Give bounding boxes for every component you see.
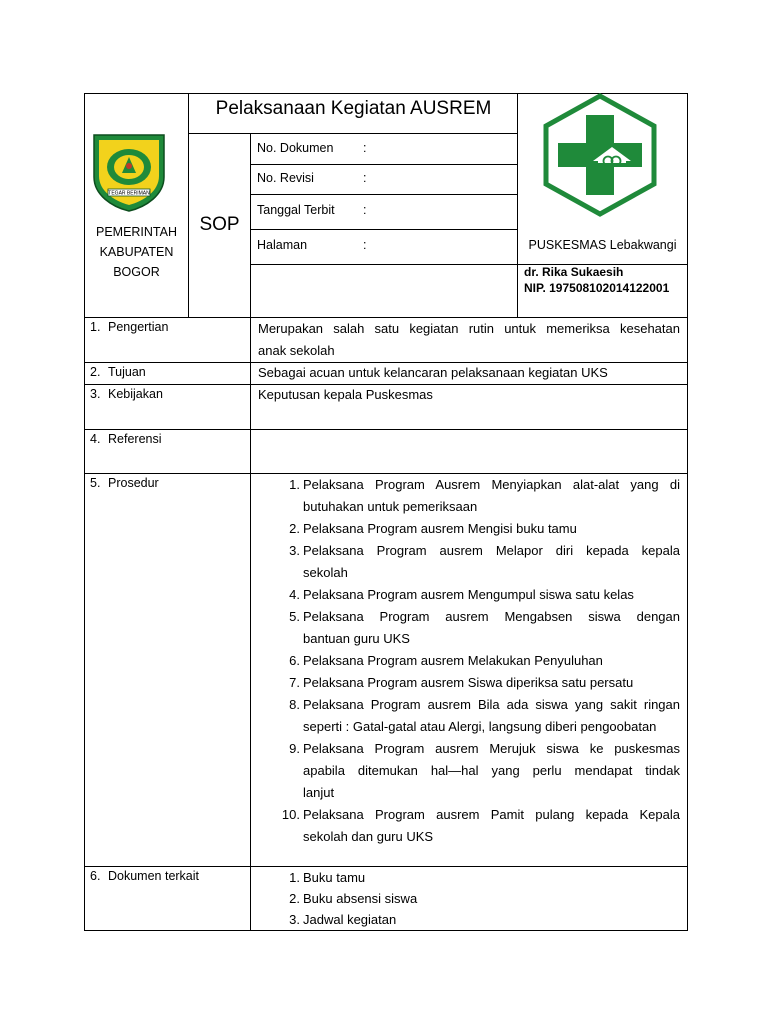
list-number: 8. <box>289 697 300 712</box>
list-number: 2. <box>289 521 300 536</box>
section-number: 3. <box>90 387 101 401</box>
list-text: Buku absensi siswa <box>303 891 418 906</box>
list-line: bantuan guru UKS <box>303 631 410 646</box>
list-item <box>258 672 680 694</box>
divider <box>250 229 518 230</box>
puskesmas-logo <box>541 93 659 217</box>
section-label: Kebijakan <box>108 387 163 401</box>
kabupaten-bogor-logo <box>90 133 168 213</box>
list-item <box>258 606 680 650</box>
divider <box>84 429 688 430</box>
doc-field-colon: : <box>363 171 367 185</box>
list-number: 6. <box>289 653 300 668</box>
list-line: Pelaksana Program ausrem Mengumpul siswa satu kelas <box>303 587 634 602</box>
section-label: Pengertian <box>108 320 169 334</box>
government-line: BOGOR <box>113 265 160 279</box>
doc-field-colon: : <box>363 203 367 217</box>
government-line: PEMERINTAH <box>95 225 178 239</box>
section-label-pengertian <box>90 320 168 334</box>
list-line: Pelaksana Program ausrem Melapor diri kepada kepala <box>303 543 680 558</box>
section-label-referensi <box>90 432 162 446</box>
list-item <box>258 650 680 672</box>
list-text: Jadwal kegiatan <box>303 912 397 927</box>
list-item <box>258 909 680 930</box>
list-number: 2. <box>289 891 300 906</box>
list-line: Pelaksana Program Ausrem Menyiapkan alat-alat yang di <box>303 477 680 492</box>
puskesmas-name: PUSKESMAS Lebakwangi <box>528 238 677 252</box>
list-item <box>258 694 680 738</box>
list-item <box>258 804 680 848</box>
list-number: 3. <box>289 543 300 558</box>
list-number: 9. <box>289 741 300 756</box>
section-number: 1. <box>90 320 101 334</box>
list-number: 1. <box>289 477 300 492</box>
list-item <box>258 474 680 518</box>
divider <box>250 164 518 165</box>
doc-field-colon: : <box>363 141 367 155</box>
signer-nip: NIP. 197508102014122001 <box>524 281 670 295</box>
doc-field-label: Tanggal Terbit <box>257 203 335 217</box>
section-number: 2. <box>90 365 101 379</box>
list-line: lanjut <box>303 785 335 800</box>
section-label: Dokumen terkait <box>108 869 200 883</box>
section-label: Referensi <box>108 432 162 446</box>
divider <box>250 194 518 195</box>
pengertian-content <box>258 318 680 362</box>
section-label-tujuan <box>90 365 146 379</box>
signer-name: dr. Rika Sukaesih <box>524 265 624 279</box>
government-line: KABUPATEN <box>99 245 174 259</box>
dokumen-list <box>258 867 680 930</box>
section-label-kebijakan <box>90 387 163 401</box>
kebijakan-content: Keputusan kepala Puskesmas <box>258 387 433 402</box>
list-number: 3. <box>289 912 300 927</box>
list-line: seperti : Gatal-gatal atau Alergi, langsung diberi pengoobatan <box>303 719 657 734</box>
list-line: Pelaksana Program ausrem Pamit pulang kepada Kepala <box>303 807 680 822</box>
content-line: anak sekolah <box>258 343 335 358</box>
list-line: sekolah <box>303 565 348 580</box>
list-number: 1. <box>289 870 300 885</box>
list-line: Pelaksana Program ausrem Siswa diperiksa satu persatu <box>303 675 634 690</box>
list-line: Pelaksana Program ausrem Mengisi buku tamu <box>303 521 577 536</box>
doc-field-label: No. Dokumen <box>257 141 334 155</box>
list-line: butuhakan untuk pemeriksaan <box>303 499 478 514</box>
list-number: 4. <box>289 587 300 602</box>
government-name <box>85 222 188 282</box>
section-number: 5. <box>90 476 101 490</box>
list-line: apabila ditemukan hal—hal yang perlu mendapat tindak <box>303 763 680 778</box>
sop-label: SOP <box>199 214 240 235</box>
list-number: 7. <box>289 675 300 690</box>
content-line: Merupakan salah satu kegiatan rutin untuk memeriksa kesehatan <box>258 321 680 336</box>
list-item <box>258 867 680 888</box>
document-title: Pelaksanaan Kegiatan AUSREM <box>215 98 492 119</box>
list-line: Pelaksana Program ausrem Merujuk siswa ke puskesmas <box>303 741 680 756</box>
list-item <box>258 518 680 540</box>
section-label-prosedur <box>90 476 159 490</box>
section-label-dokumen-terkait <box>90 869 199 883</box>
divider <box>517 93 518 318</box>
section-number: 6. <box>90 869 101 883</box>
section-number: 4. <box>90 432 101 446</box>
list-number: 5. <box>289 609 300 624</box>
list-text: Buku tamu <box>303 870 366 885</box>
list-number: 10. <box>281 807 300 822</box>
logo-caption: TEGAR BERIMAN <box>108 190 150 197</box>
divider <box>188 133 518 134</box>
section-label: Tujuan <box>108 365 146 379</box>
section-label: Prosedur <box>108 476 159 490</box>
list-item <box>258 738 680 804</box>
prosedur-list <box>258 474 680 848</box>
divider <box>188 93 189 318</box>
divider <box>250 133 251 931</box>
list-line: Pelaksana Program ausrem Mengabsen siswa dengan <box>303 609 680 624</box>
list-line: sekolah dan guru UKS <box>303 829 434 844</box>
list-item <box>258 584 680 606</box>
list-line: Pelaksana Program ausrem Bila ada siswa yang sakit ringan <box>303 697 680 712</box>
list-line: Pelaksana Program ausrem Melakukan Penyuluhan <box>303 653 603 668</box>
doc-field-label: No. Revisi <box>257 171 314 185</box>
doc-field-label: Halaman <box>257 238 308 252</box>
doc-field-colon: : <box>363 238 367 252</box>
list-item <box>258 888 680 909</box>
list-item <box>258 540 680 584</box>
tujuan-content: Sebagai acuan untuk kelancaran pelaksanaan kegiatan UKS <box>258 365 608 380</box>
